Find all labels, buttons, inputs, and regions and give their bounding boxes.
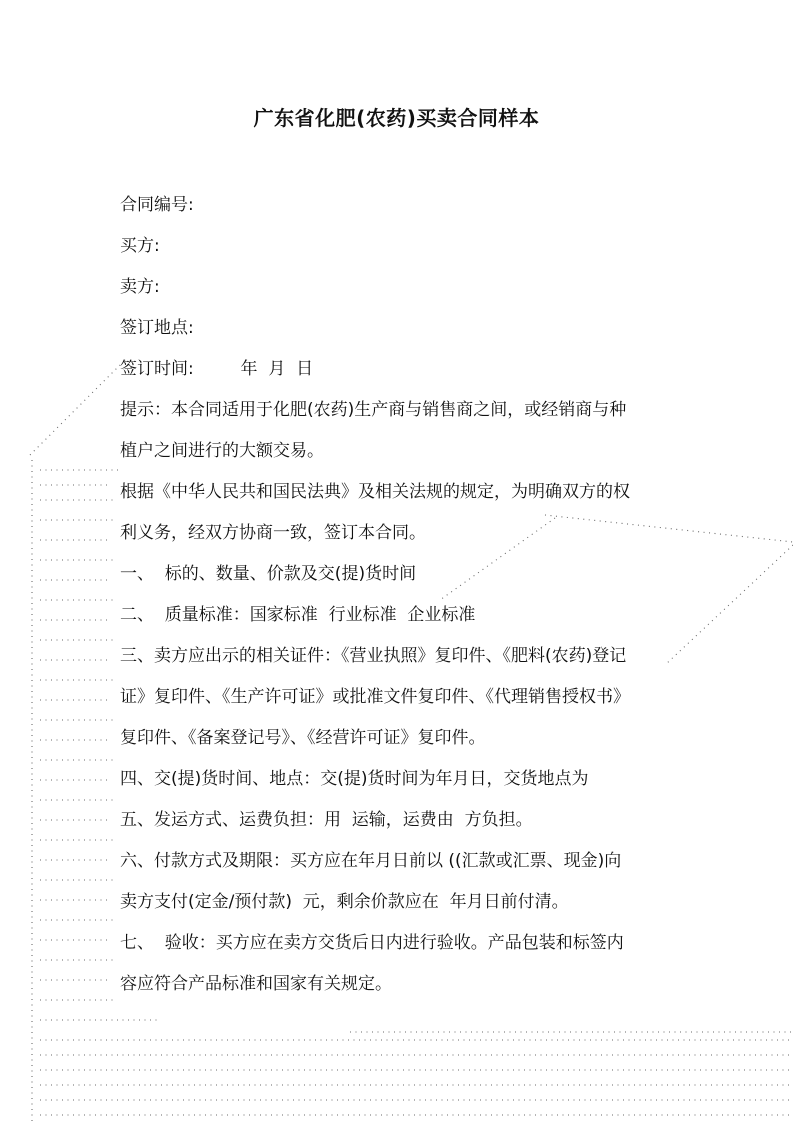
signing-time-label: 签订时间:	[120, 359, 194, 379]
body-line: 提示：本合同适用于化肥(农药)生产商与销售商之间，或经销商与种	[120, 400, 627, 420]
signing-time-row	[120, 349, 690, 390]
body-line: 证》复印件、《生产许可证》或批准文件复印件、《代理销售授权书》	[120, 687, 630, 707]
body-line: 复印件、《备案登记号》、《经营许可证》复印件。	[120, 728, 486, 748]
clause-3: 三、卖方应出示的相关证件：《营业执照》复印件、《肥料(农药)登记	[120, 646, 627, 666]
contract-number-label: 合同编号:	[120, 195, 194, 215]
seller-label: 卖方:	[120, 277, 160, 297]
clause-4: 四、交(提)货时间、地点：交(提)货时间为年月日，交货地点为	[120, 769, 589, 789]
clause-1: 一、 标的、数量、价款及交(提)货时间	[120, 564, 417, 584]
signing-time-value: 年 月 日	[240, 359, 314, 379]
body-line: 利义务，经双方协商一致，签订本合同。	[120, 523, 426, 543]
clause-6: 六、付款方式及期限：买方应在年月日前以 ((汇款或汇票、现金)向	[120, 851, 622, 871]
body-line: 卖方支付(定金/预付款) 元，剩余价款应在 年月日前付清。	[120, 892, 569, 912]
body-line: 植户之间进行的大额交易。	[120, 441, 324, 461]
document-title: 广东省化肥(农药)买卖合同样本	[253, 106, 540, 130]
document-body	[120, 185, 690, 1005]
clause-7: 七、 验收：买方应在卖方交货后日内进行验收。产品包装和标签内	[120, 933, 624, 953]
buyer-label: 买方:	[120, 236, 160, 256]
body-line: 根据《中华人民共和国民法典》及相关法规的规定，为明确双方的权	[120, 482, 630, 502]
clause-2: 二、 质量标准：国家标准 行业标准 企业标准	[120, 605, 476, 625]
body-line: 容应符合产品标准和国家有关规定。	[120, 974, 392, 994]
signing-place-label: 签订地点:	[120, 318, 194, 338]
clause-5: 五、发运方式、运费负担：用 运输，运费由 方负担。	[120, 810, 533, 830]
